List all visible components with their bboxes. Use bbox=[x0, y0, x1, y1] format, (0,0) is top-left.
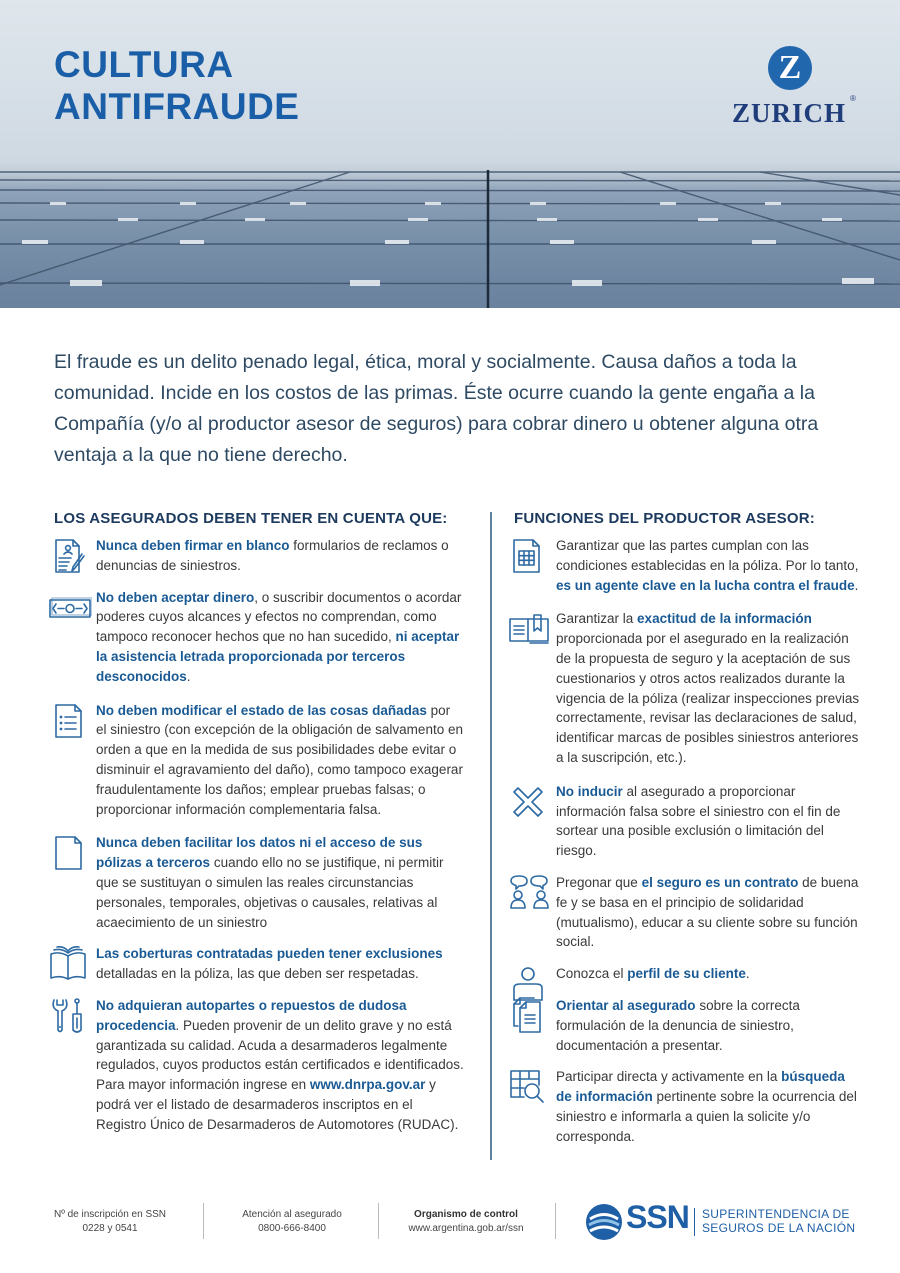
intro-paragraph: El fraude es un delito penado legal, ética, moral y socialmente. Causa daños a toda la comunidad. Incide en los costos de las primas. Éste ocurre cuando la gente engaña a la Compañía (y/o al productor asesor de seguros) para cobrar dinero u obtener alguna otra ventaja a la que no tiene derecho. bbox=[54, 351, 819, 466]
column-divider bbox=[490, 512, 492, 1160]
body-text: sobre la correcta formulación de la denuncia de siniestro, documentación a presentar. bbox=[556, 997, 800, 1053]
producer-item-text bbox=[556, 784, 840, 858]
producer-item bbox=[514, 536, 864, 595]
insured-item-text bbox=[96, 538, 449, 573]
blank-document-icon bbox=[48, 833, 88, 873]
control-agency-label: Organismo de control bbox=[414, 1209, 518, 1220]
producer-item-text bbox=[556, 966, 750, 981]
registered-mark: ® bbox=[850, 94, 856, 103]
highlighted-text: ni aceptar la asistencia letrada proporcionada por terceros desconocidos bbox=[96, 629, 460, 684]
body-text: proporcionada por el asegurado en la realización de la propuesta de seguro y la aceptación de sus cuestionarios y otros actos realizados durante la vigencia de la póliza (realizar inspecciones previas correctamente, revisar las declaraciones de salud, identificar marcas de posibles siniestros anteriores a la suscripción, etc.). bbox=[556, 631, 860, 765]
signed-form-icon bbox=[48, 536, 88, 576]
zurich-logo-wordmark: ZURICH bbox=[732, 98, 847, 128]
body-text: . bbox=[186, 668, 191, 684]
insured-item-text bbox=[96, 590, 461, 684]
tools-icon bbox=[48, 996, 88, 1036]
grid-search-icon bbox=[508, 1067, 548, 1107]
highlighted-text: el seguro es un contrato bbox=[641, 874, 799, 890]
ssn-registration bbox=[40, 1208, 180, 1236]
body-text: y podrá ver el listado de desarmaderos inscriptos en el Registro Único de Desarmaderos de Automotores (RUDAC). bbox=[96, 1077, 459, 1132]
open-book-icon bbox=[48, 944, 88, 984]
highlighted-text: búsqueda de información bbox=[556, 1069, 845, 1105]
producer-item bbox=[514, 1067, 864, 1146]
insured-item-text bbox=[96, 946, 443, 981]
cross-icon bbox=[508, 782, 548, 822]
spreadsheet-document-icon bbox=[508, 536, 548, 576]
insured-item-text bbox=[96, 703, 463, 817]
body-text: por el siniestro (con excepción de la obligación de salvamento en orden a que en la medida de sus posibilidades debe evitar o disminuir el agravamiento del daño), como tampoco exagerar fraudulentamente los daños; emplear pruebas falsas; o proporcionar información complementaria falsa. bbox=[96, 702, 463, 817]
insured-item bbox=[54, 701, 464, 820]
customer-attention bbox=[222, 1208, 362, 1236]
body-text: al asegurado a proporcionar información falsa sobre el siniestro con el fin de sortear una posible exclusión o limitación del riesgo. bbox=[556, 783, 841, 859]
producer-item-text bbox=[556, 1069, 857, 1143]
zurich-logo-mark: Z bbox=[768, 46, 812, 90]
highlighted-text: Las coberturas contratadas pueden tener exclusiones bbox=[96, 946, 443, 962]
insured-guidelines-column bbox=[54, 510, 464, 1135]
producer-item bbox=[514, 609, 864, 767]
highlighted-text: exactitud de la información bbox=[637, 611, 812, 627]
body-text: . Pueden provenir de un delito grave y no está garantizada su calidad. Acuda a desarmaderos legalmente regulados, cuyos productos están certificados e identificados. Para mayor información ingrese en bbox=[96, 1017, 464, 1093]
zurich-logo bbox=[728, 46, 858, 130]
highlighted-text: No deben aceptar dinero bbox=[96, 589, 255, 605]
hero-banner bbox=[0, 0, 900, 308]
highlighted-text: Orientar al asegurado bbox=[556, 997, 696, 1013]
footer-separator bbox=[555, 1203, 556, 1239]
insured-item bbox=[54, 536, 464, 576]
body-text: formularios de reclamos o denuncias de siniestros. bbox=[96, 538, 449, 573]
body-text: , o suscribir documentos o acordar poderes cuyos alcances y efectos no comprendan, como tampoco reconocer hechos que no han sucedido, bbox=[96, 589, 462, 645]
book-bookmark-icon bbox=[508, 609, 548, 649]
producer-item-text bbox=[556, 611, 859, 765]
ssn-acronym: SSN bbox=[626, 1199, 689, 1235]
customer-attention-phone[interactable]: 0800-666-8400 bbox=[258, 1223, 326, 1234]
producer-item-text bbox=[556, 875, 858, 949]
body-text: pertinente sobre la ocurrencia del siniestro e informarla a quien la solicite y/o corresponda. bbox=[556, 1089, 857, 1144]
insured-item-text bbox=[96, 998, 464, 1132]
highlighted-text: No deben modificar el estado de las cosas dañadas bbox=[96, 702, 427, 718]
banknote-icon bbox=[48, 588, 88, 628]
body-text: detalladas en la póliza, las que deben ser respetadas. bbox=[96, 966, 419, 982]
producer-item-text bbox=[556, 998, 800, 1053]
highlighted-text: No inducir bbox=[556, 783, 623, 799]
producer-item bbox=[514, 873, 864, 952]
insured-item bbox=[54, 996, 464, 1135]
insured-item bbox=[54, 833, 464, 932]
title-line-2: ANTIFRAUDE bbox=[54, 86, 300, 127]
producer-functions-column bbox=[514, 510, 864, 1147]
insured-item-text bbox=[96, 835, 443, 929]
producer-item bbox=[514, 996, 864, 1055]
body-text: Conozca el bbox=[556, 966, 628, 982]
insured-item bbox=[54, 944, 464, 984]
highlighted-text: Nunca deben facilitar los datos ni el acceso de sus pólizas a terceros bbox=[96, 835, 423, 871]
highlighted-text[interactable]: www.dnrpa.gov.ar bbox=[309, 1077, 426, 1093]
footer bbox=[0, 1200, 900, 1250]
highlighted-text: es un agente clave en la lucha contra el fraude bbox=[556, 577, 855, 593]
producer-item bbox=[514, 782, 864, 861]
highlighted-text: No adquieran autopartes o repuestos de dudosa procedencia bbox=[96, 997, 407, 1033]
title-line-1: CULTURA bbox=[54, 44, 234, 85]
body-text: Garantizar la bbox=[556, 611, 638, 627]
highlighted-text: perfil de su cliente bbox=[627, 966, 746, 982]
insured-guidelines-heading: LOS ASEGURADOS DEBEN TENER EN CUENTA QUE: bbox=[54, 510, 448, 527]
ssn-logo-mark bbox=[586, 1204, 622, 1240]
insured-item bbox=[54, 588, 464, 687]
ssn-registration-label: Nº de inscripción en SSN bbox=[53, 1209, 167, 1220]
page-title bbox=[54, 44, 299, 128]
people-talking-icon bbox=[508, 873, 548, 913]
footer-separator bbox=[378, 1203, 379, 1239]
body-text: Garantizar que las partes cumplan con las condiciones establecidas en la póliza. Por lo tanto, bbox=[556, 538, 859, 573]
footer-separator bbox=[203, 1203, 204, 1239]
body-text: Pregonar que bbox=[556, 874, 642, 890]
ssn-name-line-1: SUPERINTENDENCIA DE bbox=[702, 1207, 850, 1221]
ssn-logo-separator bbox=[694, 1208, 695, 1236]
copy-documents-icon bbox=[508, 996, 548, 1036]
ssn-registration-value: 0228 y 0541 bbox=[82, 1223, 138, 1234]
control-agency-link[interactable]: www.argentina.gob.ar/ssn bbox=[408, 1223, 524, 1234]
control-agency bbox=[396, 1208, 536, 1236]
body-text: . bbox=[745, 966, 750, 982]
checklist-document-icon bbox=[48, 701, 88, 741]
producer-functions-heading: FUNCIONES DEL PRODUCTOR ASESOR: bbox=[514, 510, 815, 527]
customer-attention-label: Atención al asegurado bbox=[242, 1209, 342, 1220]
ssn-full-name bbox=[702, 1207, 855, 1235]
producer-item-text bbox=[556, 538, 858, 593]
body-text: . bbox=[854, 577, 859, 593]
body-text: Participar directa y activamente en la bbox=[556, 1069, 782, 1085]
ssn-logo bbox=[586, 1199, 876, 1242]
ssn-name-line-2: SEGUROS DE LA NACIÓN bbox=[702, 1221, 856, 1235]
body-text: de buena fe y se basa en el principio de solidaridad (mutualismo), educar a su cliente sobre su función social. bbox=[556, 874, 859, 950]
producer-item bbox=[514, 964, 864, 984]
highlighted-text: Nunca deben firmar en blanco bbox=[96, 538, 290, 553]
body-text: cuando ello no se justifique, ni permitir que se sustituyan o simulen las reales circunstancias personales, temporales, objetivas o causales, relativas al acaecimiento de un siniestro bbox=[96, 855, 444, 930]
